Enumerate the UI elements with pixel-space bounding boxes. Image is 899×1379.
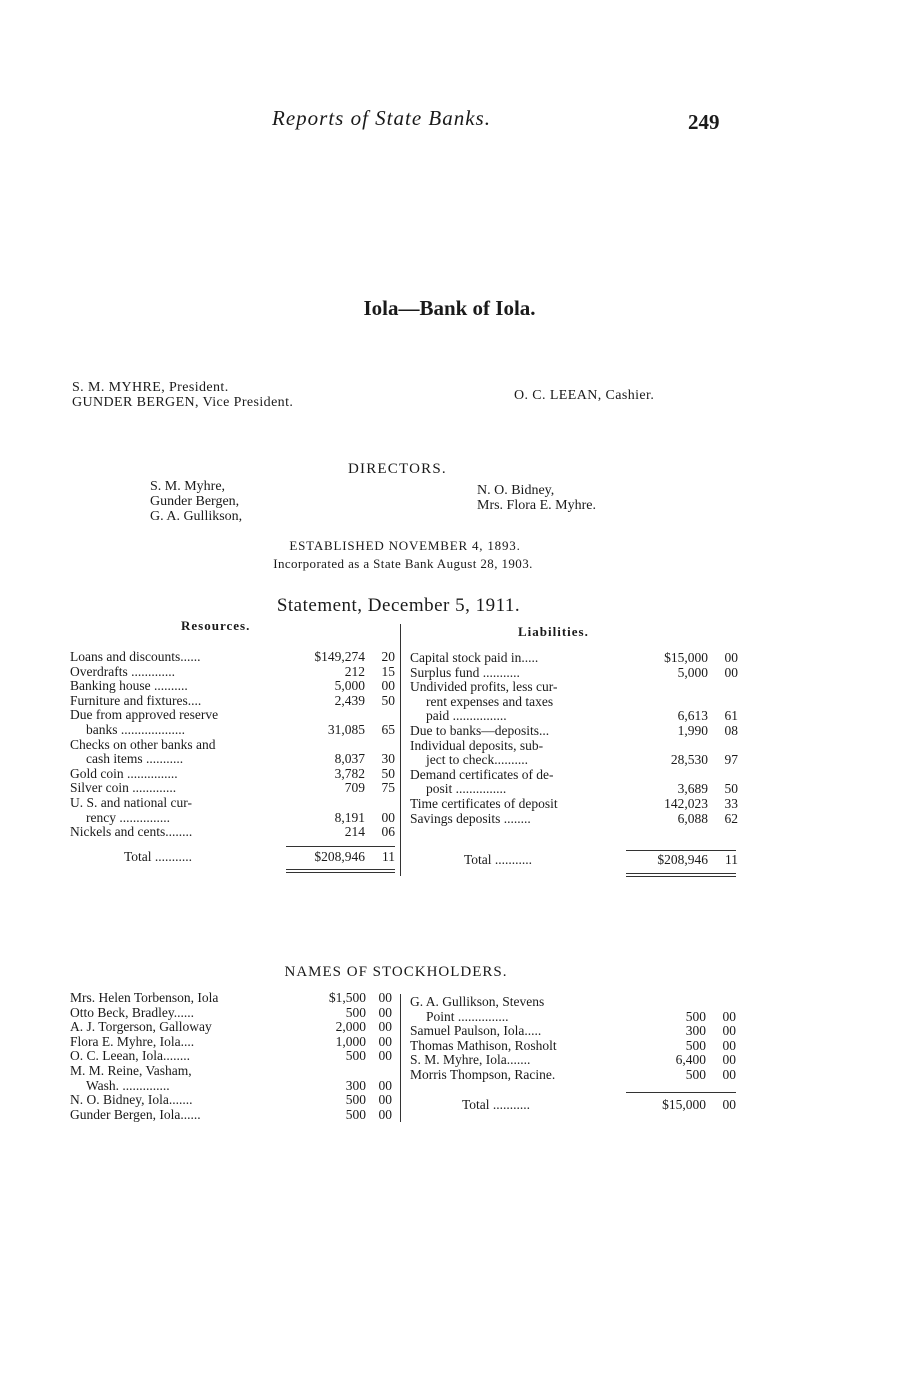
liability-row	[410, 812, 738, 827]
row-cents: 00	[378, 1019, 392, 1035]
row-cents: 75	[381, 780, 395, 796]
total-label: Total ...........	[464, 852, 533, 867]
row-dollars: 1,000	[335, 1033, 366, 1049]
resource-row	[70, 738, 395, 753]
stockholders-left-table	[70, 991, 392, 1122]
resource-row	[70, 752, 395, 767]
total-cents: 00	[722, 1097, 736, 1112]
page-number: 249	[688, 110, 720, 134]
stockholder-row	[70, 1079, 392, 1094]
total-label: Total ...........	[124, 849, 193, 864]
row-cents: 65	[381, 721, 395, 737]
stockholder-row	[70, 1064, 392, 1079]
row-cents: 00	[722, 1066, 736, 1082]
resource-row	[70, 825, 395, 840]
row-dollars: 31,085	[327, 721, 365, 737]
row-cents: 00	[722, 1052, 736, 1068]
row-cents: 50	[724, 781, 738, 797]
row-cents: 00	[378, 990, 392, 1005]
row-cents: 00	[378, 1092, 392, 1108]
established-line: ESTABLISHED NOVEMBER 4, 1893.	[289, 538, 521, 553]
row-label: Overdrafts .............	[70, 663, 175, 679]
row-cents: 00	[378, 1048, 392, 1064]
row-dollars: 6,613	[677, 708, 708, 724]
row-label: O. C. Leean, Iola........	[70, 1048, 190, 1064]
stockholder-row	[70, 1006, 392, 1021]
row-cents: 00	[381, 678, 395, 694]
row-label: Silver coin .............	[70, 780, 177, 796]
stockholder-row	[70, 1020, 392, 1035]
stockholder-row	[70, 1035, 392, 1050]
liability-row	[410, 709, 738, 724]
directors-heading: DIRECTORS.	[348, 461, 447, 477]
stockholder-row	[410, 1053, 736, 1068]
row-cents: 00	[378, 1106, 392, 1122]
row-cents: 00	[381, 809, 395, 825]
stockholder-row	[410, 1010, 736, 1025]
row-dollars: 709	[344, 780, 365, 796]
rule	[626, 850, 736, 851]
resource-row	[70, 679, 395, 694]
row-dollars: 214	[344, 824, 365, 840]
row-label: U. S. and national cur-	[70, 794, 192, 810]
column-divider	[400, 624, 401, 876]
row-label: Savings deposits ........	[410, 810, 531, 826]
stockholder-row	[70, 1093, 392, 1108]
liability-row	[410, 680, 738, 695]
directors-left	[150, 479, 242, 524]
liabilities-table	[410, 651, 738, 826]
row-dollars: 500	[685, 1037, 706, 1053]
row-label: G. A. Gullikson, Stevens	[410, 994, 545, 1009]
liability-row	[410, 724, 738, 739]
row-label: Undivided profits, less cur-	[410, 679, 558, 695]
row-dollars: 1,990	[677, 722, 708, 738]
row-label: Individual deposits, sub-	[410, 737, 544, 753]
row-cents: 15	[381, 663, 395, 679]
row-label: Gold coin ...............	[70, 765, 178, 781]
row-dollars: 3,782	[334, 765, 365, 781]
row-cents: 97	[724, 752, 738, 768]
row-cents: 00	[722, 1037, 736, 1053]
row-cents: 62	[724, 810, 738, 826]
row-label: Nickels and cents........	[70, 824, 193, 840]
stockholder-row	[410, 1024, 736, 1039]
row-label: cash items ...........	[86, 751, 184, 767]
cashier-line: O. C. LEEAN, Cashier.	[514, 388, 655, 403]
row-label: M. M. Reine, Vasham,	[70, 1062, 192, 1078]
row-cents: 33	[724, 795, 738, 811]
director-name: Mrs. Flora E. Myhre.	[477, 498, 596, 513]
row-dollars: 5,000	[334, 678, 365, 694]
liability-row	[410, 768, 738, 783]
row-label: Morris Thompson, Racine.	[410, 1066, 556, 1082]
director-name: Gunder Bergen,	[150, 494, 240, 509]
liability-row	[410, 739, 738, 754]
row-dollars: 500	[685, 1066, 706, 1082]
total-cents: 11	[382, 849, 395, 864]
row-dollars: 500	[345, 1048, 366, 1064]
row-dollars: 2,000	[335, 1019, 366, 1035]
total-dollars: $208,946	[657, 852, 708, 867]
liability-row	[410, 753, 738, 768]
stockholder-row	[410, 1068, 736, 1083]
row-label: A. J. Torgerson, Galloway	[70, 1019, 212, 1035]
row-cents: 00	[722, 1008, 736, 1024]
stockholders-heading: NAMES OF STOCKHOLDERS.	[284, 964, 508, 980]
row-cents: 06	[381, 824, 395, 840]
row-dollars: 500	[685, 1008, 706, 1024]
column-divider	[400, 994, 401, 1122]
resources-heading: Resources.	[181, 618, 251, 633]
row-dollars: 8,037	[334, 751, 365, 767]
bank-title: Iola—Bank of Iola.	[363, 296, 536, 320]
row-cents: 00	[378, 1004, 392, 1020]
stockholder-row	[70, 1108, 392, 1123]
row-label: Due to banks—deposits...	[410, 722, 550, 738]
row-label: Checks on other banks and	[70, 736, 216, 752]
rule	[626, 1092, 736, 1093]
stockholder-row	[70, 1049, 392, 1064]
row-cents: 20	[381, 649, 395, 664]
row-label: paid ................	[426, 708, 507, 724]
rule	[286, 846, 395, 847]
resource-row	[70, 665, 395, 680]
row-label: Gunder Bergen, Iola......	[70, 1106, 201, 1122]
total-cents: 11	[725, 852, 738, 867]
vice-president-line: GUNDER BERGEN, Vice President.	[72, 395, 294, 410]
director-name: N. O. Bidney,	[477, 483, 555, 498]
resource-row	[70, 694, 395, 709]
liability-row	[410, 797, 738, 812]
row-label: Flora E. Myhre, Iola....	[70, 1033, 195, 1049]
row-label: rent expenses and taxes	[426, 693, 554, 709]
row-dollars: 6,400	[675, 1052, 706, 1068]
resource-row	[70, 708, 395, 723]
row-label: posit ...............	[426, 781, 507, 797]
resource-row	[70, 650, 395, 665]
row-cents: 61	[724, 708, 738, 724]
row-label: Wash. ..............	[86, 1077, 170, 1093]
liabilities-total	[410, 853, 738, 868]
row-dollars: 6,088	[677, 810, 708, 826]
row-label: Thomas Mathison, Rosholt	[410, 1037, 557, 1053]
resource-row	[70, 767, 395, 782]
row-label: Demand certificates of de-	[410, 766, 554, 782]
row-cents: 50	[381, 692, 395, 708]
row-label: rency ...............	[86, 809, 170, 825]
row-label: banks ...................	[86, 721, 185, 737]
row-label: Due from approved reserve	[70, 707, 219, 723]
director-name: S. M. Myhre,	[150, 479, 226, 494]
officers-left	[72, 380, 293, 410]
row-dollars: $15,000	[664, 650, 708, 665]
row-label: Furniture and fixtures....	[70, 692, 202, 708]
stockholders-total	[410, 1098, 736, 1113]
row-cents: 00	[378, 1077, 392, 1093]
row-cents: 30	[381, 751, 395, 767]
statement-title: Statement, December 5, 1911.	[276, 595, 521, 616]
row-label: Otto Beck, Bradley......	[70, 1004, 194, 1020]
row-label: Mrs. Helen Torbenson, Iola	[70, 990, 219, 1005]
row-dollars: 212	[344, 663, 365, 679]
row-label: Point ...............	[426, 1008, 509, 1024]
row-dollars: 142,023	[664, 795, 708, 811]
row-cents: 00	[722, 1023, 736, 1039]
row-dollars: 28,530	[670, 752, 708, 768]
row-label: Time certificates of deposit	[410, 795, 558, 811]
row-dollars: 500	[345, 1106, 366, 1122]
row-label: Capital stock paid in.....	[410, 650, 539, 665]
row-label: Loans and discounts......	[70, 649, 201, 664]
row-cents: 00	[724, 664, 738, 680]
liability-row	[410, 695, 738, 710]
total-dollars: $208,946	[314, 849, 365, 864]
row-dollars: 300	[685, 1023, 706, 1039]
liabilities-heading: Liabilities.	[518, 624, 589, 639]
stockholder-row	[410, 995, 736, 1010]
directors-right	[477, 483, 596, 513]
row-dollars: 300	[345, 1077, 366, 1093]
row-cents: 08	[724, 722, 738, 738]
row-cents: 00	[378, 1033, 392, 1049]
resource-row	[70, 723, 395, 738]
row-dollars: 500	[345, 1004, 366, 1020]
row-label: Banking house ..........	[70, 678, 188, 694]
liability-row	[410, 666, 738, 681]
director-name: G. A. Gullikson,	[150, 509, 243, 524]
resource-row	[70, 796, 395, 811]
liability-row	[410, 651, 738, 666]
row-cents: 00	[724, 650, 738, 665]
row-dollars: 5,000	[677, 664, 708, 680]
row-dollars: $149,274	[314, 649, 365, 664]
row-dollars: 500	[345, 1092, 366, 1108]
row-dollars: 3,689	[677, 781, 708, 797]
row-label: Surplus fund ...........	[410, 664, 520, 680]
liability-row	[410, 782, 738, 797]
resources-table	[70, 650, 395, 840]
total-label: Total ...........	[462, 1097, 531, 1112]
stockholder-row	[70, 991, 392, 1006]
total-dollars: $15,000	[662, 1097, 706, 1112]
stockholders-right-table	[410, 995, 736, 1083]
row-dollars: 2,439	[334, 692, 365, 708]
president-line: S. M. MYHRE, President.	[72, 380, 229, 395]
double-rule	[286, 869, 395, 873]
row-label: Samuel Paulson, Iola.....	[410, 1023, 542, 1039]
resource-row	[70, 781, 395, 796]
row-label: S. M. Myhre, Iola.......	[410, 1052, 531, 1068]
stockholder-row	[410, 1039, 736, 1054]
row-label: ject to check..........	[426, 752, 528, 768]
incorporated-line: Incorporated as a State Bank August 28, 1903.	[273, 556, 533, 571]
resource-row	[70, 811, 395, 826]
row-label: N. O. Bidney, Iola.......	[70, 1092, 193, 1108]
row-cents: 50	[381, 765, 395, 781]
row-dollars: 8,191	[334, 809, 365, 825]
resources-total	[70, 850, 395, 865]
row-dollars: $1,500	[328, 990, 366, 1005]
running-title: Reports of State Banks.	[272, 106, 491, 130]
double-rule	[626, 873, 736, 877]
